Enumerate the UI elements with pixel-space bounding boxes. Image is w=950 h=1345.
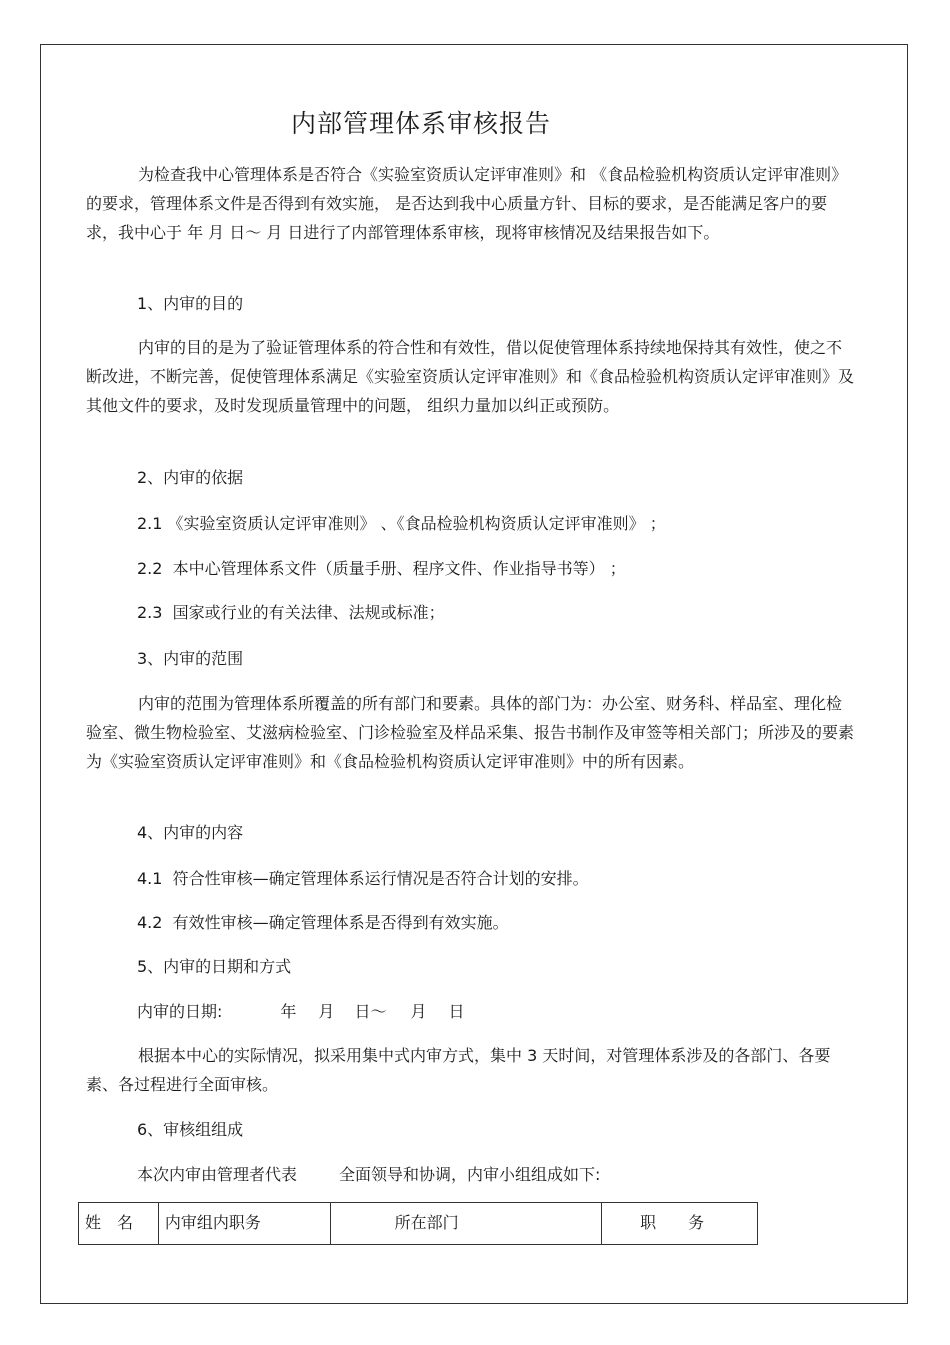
date-month-end: 月 xyxy=(410,1002,427,1021)
section-6-heading: 6、审核组组成 xyxy=(137,1120,244,1139)
audit-team-table xyxy=(78,1202,758,1245)
document-title: 内部管理体系审核报告 xyxy=(290,109,551,138)
header-position: 职 务 xyxy=(602,1203,758,1245)
date-day-end: 日 xyxy=(448,1002,465,1021)
intro-paragraph: 为检查我中心管理体系是否符合《实验室资质认定评审准则》和 《食品检验机构资质认定评审准则》的要求，管理体系文件是否得到有效实施， 是否达到我中心质量方针、目标的要求，是否能满足客户的要求，我中心于 年 月 日～ 月 日进行了内部管理体系审核，现将审核情况及结果报告如下。 xyxy=(86,165,848,242)
header-name: 姓 名 xyxy=(79,1203,159,1245)
section-4-item: 4.1 符合性审核—确定管理体系运行情况是否符合计划的安排。 xyxy=(137,869,589,888)
table-header-row xyxy=(79,1203,758,1245)
section-2-item: 2.1 《实验室资质认定评审准则》 、《食品检验机构资质认定评审准则》 ； xyxy=(137,514,666,533)
date-month: 月 xyxy=(318,1002,335,1021)
date-year: 年 xyxy=(280,1002,297,1021)
header-team-role: 内审组内职务 xyxy=(158,1203,330,1245)
section-3-heading: 3、内审的范围 xyxy=(137,649,244,668)
section-3-body: 内审的范围为管理体系所覆盖的所有部门和要素。具体的部门为：办公室、财务科、样品室、理化检验室、微生物检验室、艾滋病检验室、门诊检验室及样品采集、报告书制作及审签等相关部门；所涉及的要素为《实验室资质认定评审准则》和《食品检验机构资质认定评审准则》中的所有因素。 xyxy=(86,694,855,771)
section-2-heading: 2、内审的依据 xyxy=(137,468,244,487)
date-label: 内审的日期: xyxy=(137,1002,223,1021)
section-5-body: 根据本中心的实际情况，拟采用集中式内审方式，集中 3 天时间，对管理体系涉及的各部门、各要素、各过程进行全面审核。 xyxy=(86,1046,831,1094)
section-6-body: 本次内审由管理者代表 全面领导和协调，内审小组组成如下: xyxy=(137,1165,601,1184)
section-4-heading: 4、内审的内容 xyxy=(137,823,244,842)
section-1-heading: 1、内审的目的 xyxy=(137,294,244,313)
audit-date-line xyxy=(137,1001,464,1023)
section-4-item: 4.2 有效性审核—确定管理体系是否得到有效实施。 xyxy=(137,913,509,932)
date-day: 日～ xyxy=(354,1002,387,1021)
section-2-item: 2.2 本中心管理体系文件（质量手册、程序文件、作业指导书等） ； xyxy=(137,559,626,578)
header-department: 所在部门 xyxy=(330,1203,602,1245)
section-1-body: 内审的目的是为了验证管理体系的符合性和有效性，借以促使管理体系持续地保持其有效性，使之不断改进，不断完善，促使管理体系满足《实验室资质认定评审准则》和《食品检验机构资质认定评审准则》及其他文件的要求，及时发现质量管理中的问题， 组织力量加以纠正或预防。 xyxy=(86,338,855,415)
section-5-heading: 5、内审的日期和方式 xyxy=(137,957,292,976)
section-2-item: 2.3 国家或行业的有关法律、法规或标准； xyxy=(137,603,445,622)
